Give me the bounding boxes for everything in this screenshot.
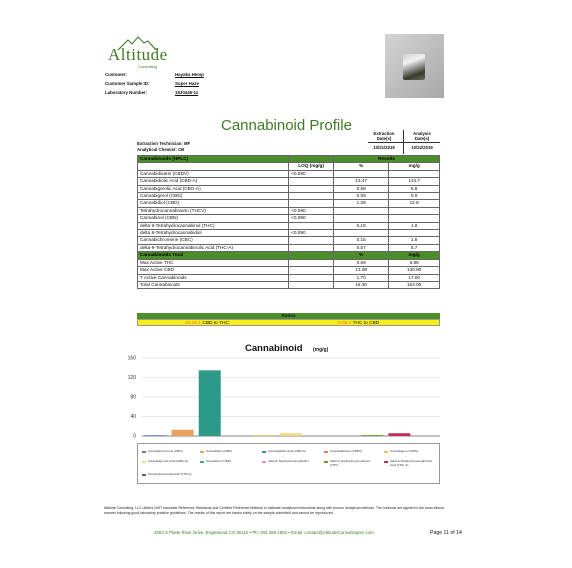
footer-contact: 3263 S Platte River Drive, Englewood CO 80110 • Ph: 303.396.1662 • Email: contact@AltitudeConsultingInc.com (154, 530, 374, 535)
legend-swatch (324, 461, 328, 463)
column-header-row (138, 163, 440, 170)
totals-row (138, 259, 440, 266)
info-label-sample-id: Customer Sample ID: (105, 81, 150, 86)
legend-swatch (200, 451, 204, 453)
analysis-header-line2: Date(s) (414, 136, 430, 141)
row-percent: 0.58 (334, 185, 389, 192)
page-number: Page 11 of 14 (430, 530, 462, 536)
row-loq (289, 237, 334, 244)
y-tick-label: 0 (133, 433, 136, 440)
row-name: delta 8-Tetrahydrocannabidiol (138, 230, 289, 237)
legend-label: delta 9-Tetrahydrocannabinol (THC) (330, 459, 370, 467)
analysis-date-header (405, 131, 439, 141)
row-mgg (389, 207, 440, 214)
row-name: Max Active CBD (138, 267, 289, 274)
results-title: Results (334, 156, 440, 163)
row-name: Tetrahydrocannabivarin (THCV) (138, 207, 289, 214)
info-value-sample-id: Super Haze (175, 81, 199, 86)
legend-swatch (200, 461, 204, 463)
chart-bar (172, 430, 194, 436)
extraction-technician: Extraction Technician: MF (137, 141, 191, 146)
table-section-header (138, 156, 440, 163)
ratio-cbd-thc-value: 19.46:1 (185, 321, 202, 326)
info-value-customer: Hayaka Hemp (175, 72, 204, 77)
row-name: delta-9-Tetrahydrocannabinolic Acid (THC-A) (138, 244, 289, 251)
totals-title: Cannabinoids Total (138, 252, 289, 259)
totals-header-row (138, 252, 440, 259)
y-tick-label: 40 (130, 414, 136, 420)
section-title: Cannabinoids (HPLC) (138, 156, 289, 163)
legend-label: Cannabigerol (CBG) (390, 449, 419, 453)
table-row (138, 207, 440, 214)
legend-label: Cannabidiol (CBD) (206, 449, 232, 453)
row-name: Cannabigerol (CBG) (138, 193, 289, 200)
row-percent: 0.09 (334, 193, 389, 200)
table-row (138, 193, 440, 200)
sample-photo (385, 34, 444, 98)
row-percent (334, 170, 389, 177)
row-name: Cannabinol (CBN) (138, 215, 289, 222)
row-percent: 0.15 (334, 237, 389, 244)
cannabinoid-chart (118, 352, 448, 442)
analysis-date: 10/22/2019 (411, 145, 433, 150)
row-mgg (389, 215, 440, 222)
row-percent: 1.70 (334, 274, 389, 281)
info-label-lab-number: Laboratory Number: (105, 90, 148, 95)
ratio-cbd-thc (185, 320, 229, 327)
totals-row (138, 281, 440, 288)
chart-legend (137, 443, 440, 484)
ratios-header: Ratios (137, 313, 440, 319)
row-name: Max Active THC (138, 259, 289, 266)
chart-title: Cannabinoid (245, 343, 303, 354)
legend-swatch (262, 461, 266, 463)
row-percent: 0.57 (334, 244, 389, 251)
chart-unit: (mg/g) (312, 347, 329, 353)
info-value-lab-number: 19J0445-11 (175, 90, 199, 95)
chart-bar (145, 435, 167, 436)
logo-subtitle: Consulting (138, 64, 157, 69)
column-header-percent: % (334, 163, 389, 170)
table-row (138, 178, 440, 185)
extraction-date: 10/21/2019 (373, 145, 395, 150)
ratio-cbd-thc-label: CBD to THC (202, 321, 229, 326)
row-mgg: 17.00 (389, 274, 440, 281)
legend-swatch (384, 461, 388, 463)
sample-bag-image (403, 54, 425, 80)
row-mgg: 130.80 (389, 267, 440, 274)
row-loq: <0.090 (289, 230, 334, 237)
legend-label: Cannabidiolic Acid (CBD-A) (268, 449, 306, 453)
totals-header-mgg: mg/g (389, 252, 440, 259)
row-name: Total Cannabinoids (138, 281, 289, 288)
analytical-chemist: Analytical Chemist: CB (137, 147, 185, 152)
table-row (138, 244, 440, 251)
row-mgg: 12.8 (389, 200, 440, 207)
legend-label: delta 8-Tetrahydrocannabidiol (268, 459, 309, 463)
y-tick-label: 120 (127, 375, 136, 381)
totals-row (138, 267, 440, 274)
column-header-mgg: mg/g (389, 163, 440, 170)
legend-swatch (324, 451, 328, 453)
row-loq (289, 178, 334, 185)
extraction-header-line1: Extraction (373, 131, 395, 136)
row-percent: 16.30 (334, 281, 389, 288)
totals-header-percent: % (334, 252, 389, 259)
row-name: Cannabidiolic Acid (CBD-A) (138, 178, 289, 185)
legend-label: Tetrahydrocannabivarin (THCV) (148, 472, 192, 476)
date-underline (368, 142, 440, 143)
row-loq: <0.090 (289, 207, 334, 214)
company-logo (104, 35, 170, 69)
table-row (138, 222, 440, 229)
row-percent (334, 230, 389, 237)
row-name: Cannabidivarin (CBDV) (138, 170, 289, 177)
row-name: T Active Cannabinoids (138, 274, 289, 281)
y-tick-label: 160 (127, 355, 136, 362)
row-mgg: 6.88 (389, 259, 440, 266)
chart-bar (280, 433, 302, 436)
ratio-thc-cbd-value: 0.05:1 (338, 321, 352, 326)
row-loq (289, 222, 334, 229)
row-mgg: 163.00 (389, 281, 440, 288)
totals-row (138, 274, 440, 281)
legend-label: delta-9-Tetrahydrocannabinolic Acid (THC-A) (390, 459, 433, 467)
row-percent: 0.69 (334, 259, 389, 266)
row-mgg: 5.7 (389, 244, 440, 251)
page-title: Cannabinoid Profile (221, 117, 352, 134)
row-mgg: 5.8 (389, 185, 440, 192)
row-name: Cannabigerolic Acid (CBG-A) (138, 185, 289, 192)
legend-label: Cannabinol (CBN) (206, 459, 232, 463)
logo-name: Altitude (108, 45, 168, 64)
table-row (138, 237, 440, 244)
row-loq (289, 185, 334, 192)
chart-bar (253, 435, 275, 436)
row-loq (289, 244, 334, 251)
row-loq (289, 193, 334, 200)
table-row (138, 200, 440, 207)
ratio-thc-cbd-label: THC to CBD (352, 321, 380, 326)
row-mgg: 0.9 (389, 193, 440, 200)
chart-bar (388, 433, 410, 436)
legend-swatch (262, 451, 266, 453)
row-loq (289, 200, 334, 207)
disclaimer: Altitude Consulting, LLC utilizes NIST traceable Reference Standards and Certified Reference Material to calibrate analytical instruments along with proven analytical methods. The methods are applied in the most ethical manner following good laboratory practice guidelines. The results of this report are based solely on the sample submitted and cannot be reproduced. (104, 506, 444, 515)
extraction-date-header (367, 131, 401, 141)
legend-swatch (384, 451, 388, 453)
row-percent: 1.28 (334, 200, 389, 207)
ratios-values (137, 319, 440, 326)
legend-label: Cannabigerolic Acid (CBG-A) (148, 459, 189, 463)
y-tick-label: 80 (130, 394, 136, 401)
row-percent: 0.19 (334, 222, 389, 229)
analysis-header-line1: Analysis (413, 131, 431, 136)
table-row (138, 230, 440, 237)
row-name: Cannabidiol (CBD) (138, 200, 289, 207)
extraction-header-line2: Date(s) (376, 136, 392, 141)
row-mgg: 1.9 (389, 222, 440, 229)
row-name: delta 9-Tetrahydrocannabinol (THC) (138, 222, 289, 229)
row-percent: 13.47 (334, 178, 389, 185)
row-loq: <0.090 (289, 170, 334, 177)
row-loq: <0.090 (289, 215, 334, 222)
legend-label: Cannabidivarin (CBDV) (330, 449, 363, 453)
results-table (137, 155, 440, 289)
row-name: Cannabichromene (CBC) (138, 237, 289, 244)
legend-swatch (142, 451, 146, 453)
row-mgg (389, 230, 440, 237)
ratio-thc-cbd (338, 320, 379, 327)
chart-bar (199, 370, 221, 436)
row-mgg: 134.7 (389, 178, 440, 185)
row-percent (334, 207, 389, 214)
legend-label: Cannabichromene (CBC) (148, 449, 183, 453)
row-mgg: 1.5 (389, 237, 440, 244)
chart-bar (361, 435, 383, 436)
column-header-loq: LOQ (mg/g) (289, 163, 334, 170)
row-mgg (389, 170, 440, 177)
legend-swatch (142, 461, 146, 463)
legend-swatch (142, 474, 146, 476)
row-percent (334, 215, 389, 222)
table-row (138, 185, 440, 192)
table-row (138, 170, 440, 177)
info-label-customer: Customer: (105, 72, 127, 77)
table-row (138, 215, 440, 222)
row-percent: 13.08 (334, 267, 389, 274)
